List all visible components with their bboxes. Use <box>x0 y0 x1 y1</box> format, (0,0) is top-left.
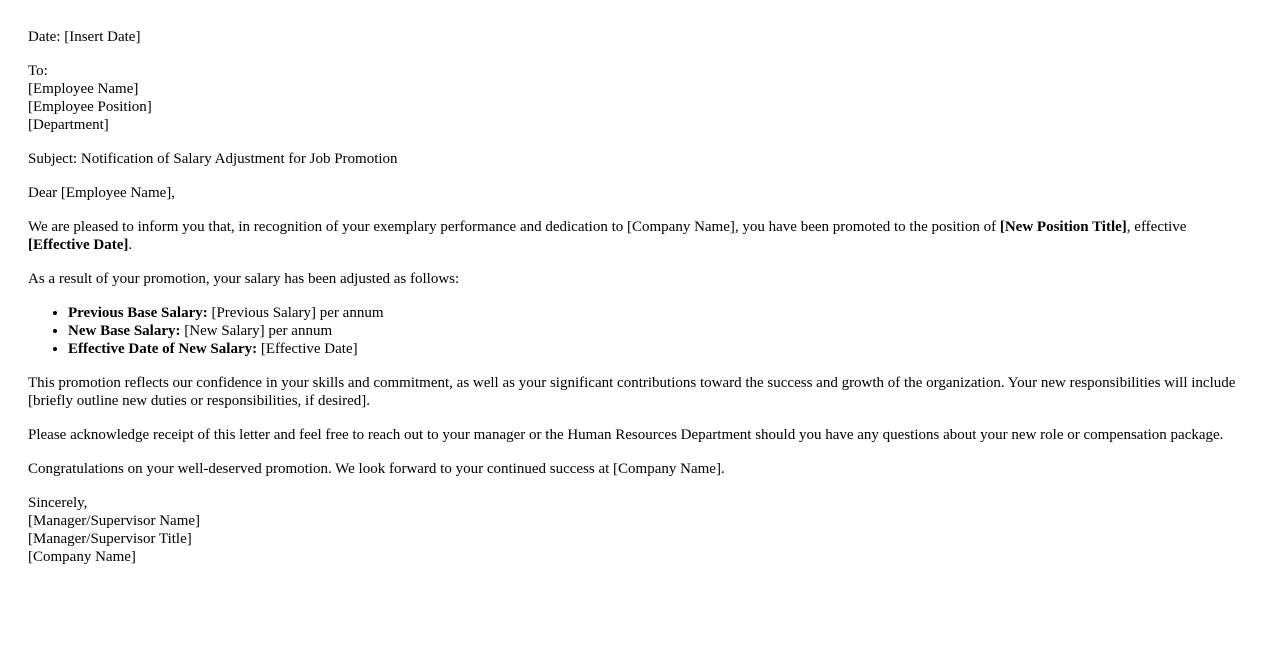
salary-item-value: [New Salary] per annum <box>180 323 333 339</box>
intro-text-1: We are pleased to inform you that, in recognition of your exemplary performance and dedication to [Company Name], you have been promoted to the position of <box>28 219 1000 235</box>
salary-item-label: New Base Salary: <box>68 323 181 339</box>
salary-item-label: Previous Base Salary: <box>68 305 208 321</box>
list-item <box>68 304 1250 322</box>
recipient-department: [Department] <box>28 117 109 133</box>
salary-item-value: [Effective Date] <box>257 341 358 357</box>
manager-title: [Manager/Supervisor Title] <box>28 531 192 547</box>
recipient-name: [Employee Name] <box>28 81 139 97</box>
list-item <box>68 340 1250 358</box>
list-item <box>68 322 1250 340</box>
salutation: Dear [Employee Name], <box>28 185 176 201</box>
intro-paragraph <box>28 218 1250 254</box>
salary-item-value: [Previous Salary] per annum <box>207 305 384 321</box>
manager-name: [Manager/Supervisor Name] <box>28 513 201 529</box>
intro-text-2: , effective <box>1126 219 1187 235</box>
congrats-paragraph: Congratulations on your well-deserved promotion. We look forward to your continued success at [Company Name]. <box>28 461 725 477</box>
intro-text-3: . <box>128 237 133 253</box>
closing-block <box>28 494 1250 566</box>
effective-date: [Effective Date] <box>28 237 129 253</box>
recipient-label: To: <box>28 63 48 79</box>
acknowledge-paragraph: Please acknowledge receipt of this letter and feel free to reach out to your manager or the Human Resources Department should you have any questions about your new role or compensation package. <box>28 427 1224 443</box>
new-position-title: [New Position Title] <box>999 219 1127 235</box>
recipient-position: [Employee Position] <box>28 99 152 115</box>
salary-list <box>28 304 1250 358</box>
company-name: [Company Name] <box>28 549 136 565</box>
salary-intro: As a result of your promotion, your salary has been adjusted as follows: <box>28 271 460 287</box>
date-line: Date: [Insert Date] <box>28 29 141 45</box>
subject-line: Subject: Notification of Salary Adjustment for Job Promotion <box>28 151 398 167</box>
letter-body <box>28 28 1250 582</box>
signoff: Sincerely, <box>28 495 88 511</box>
confidence-paragraph: This promotion reflects our confidence in your skills and commitment, as well as your significant contributions toward the success and growth of the organization. Your new responsibilities will include [briefly outline new duties or responsibilities, if desired]. <box>28 375 1236 409</box>
salary-item-label: Effective Date of New Salary: <box>68 341 258 357</box>
recipient-block <box>28 62 1250 134</box>
